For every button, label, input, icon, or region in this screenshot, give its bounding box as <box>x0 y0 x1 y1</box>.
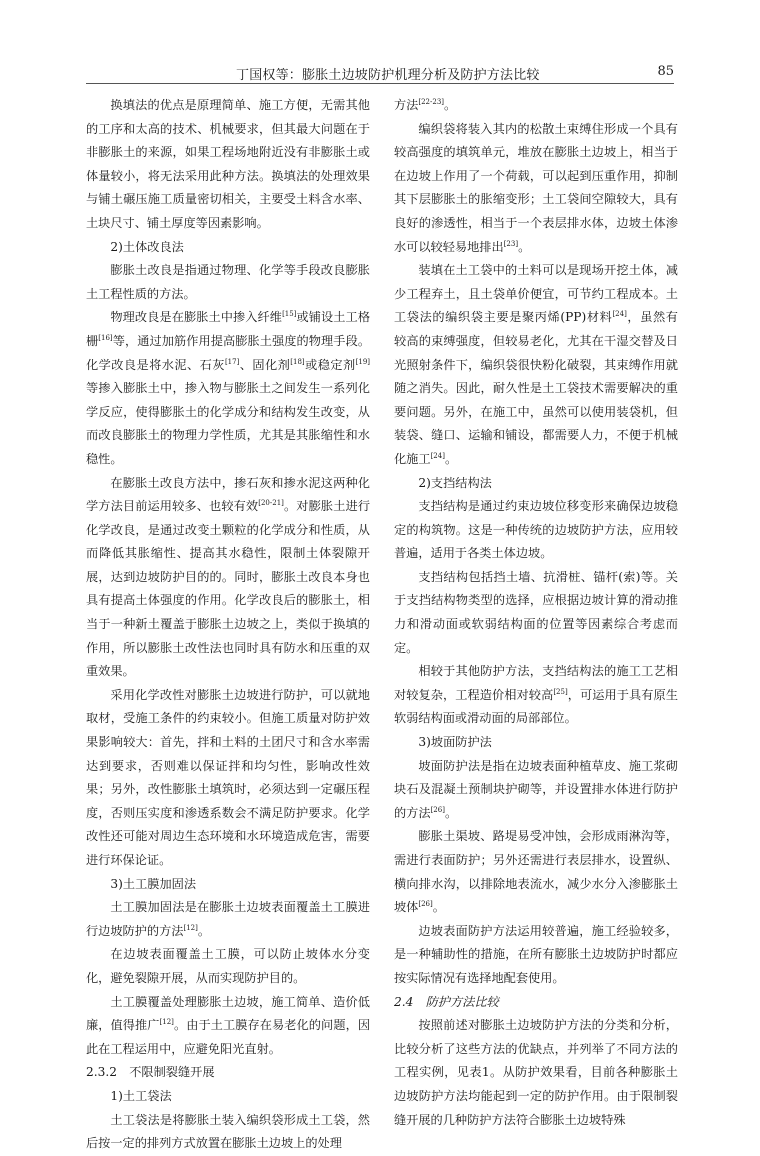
paragraph-chemical-protection: 采用化学改性对膨胀土边坡进行防护，可以就地取材，受施工条件的约束较小。但施工质量对防护效果影响较大：首先，拌和土料的土团尺寸和含水率需达到要求，否则难以保证拌和均匀性，影响改性效果；另外，改性膨胀土填筑时，必须达到一定碾压程度，否则压实度和渗透系数会不满足防护要求。化学改性还可能对周边生态环境和水环境造成危害，需要进行环保论证。 <box>86 687 370 867</box>
citation: [25] <box>553 687 568 696</box>
citation: [17] <box>224 357 240 366</box>
citation: [15] <box>282 310 297 319</box>
paragraph-geomembrane-definition: 土工膜加固法是在膨胀土边坡表面覆盖土工膜进行边坡防护的方法[12]。 <box>86 900 370 938</box>
citation: [19] <box>355 357 371 366</box>
citation: [12] <box>183 923 198 932</box>
citation: [26] <box>430 805 445 814</box>
paragraph-retaining-comparison: 相较于其他防护方法，支挡结构法的施工工艺相对较复杂，工程造价相对较高[25]，可运用于具有原生软弱结构面或滑动面的局部部位。 <box>394 664 679 726</box>
citation: [26] <box>418 900 433 909</box>
citation: [20-21] <box>258 499 284 508</box>
paragraph-geomembrane-cost: 土工膜覆盖处理膨胀土边坡，施工简单、造价低廉，值得推广[12]。由于土工膜存在易老化的问题，因此在工程运用中，应避免阳光直射。 <box>86 994 371 1056</box>
paragraph-surface-definition: 坡面防护法是指在边坡表面种植草皮、施工浆砌块石及混凝土预制块护砌等，并设置排水体进行防护的方法[26]。 <box>394 758 678 820</box>
page-number: 85 <box>657 64 674 79</box>
citation: [18] <box>290 357 305 366</box>
citation: [22-23] <box>418 97 445 106</box>
left-column <box>86 94 370 1156</box>
citation: [24] <box>612 310 627 319</box>
running-header <box>86 60 674 84</box>
header-rule <box>86 83 674 84</box>
section-heading-2-3-2: 2.3.2 不限制裂缝开展 <box>86 1065 215 1080</box>
subheading-soil-improvement: 2)土体改良法 <box>110 239 184 254</box>
paragraph-physical-chemical-improvement: 物理改良是在膨胀土中掺入纤维[15]或铺设土工格栅[16]等，通过加筋作用提高膨胀土强度的物理手段。化学改良是将水泥、石灰[17]、固化剂[18]或稳定剂[19]等掺入膨胀土中，掺入物与膨胀土之间发生一系列化学反应，使得膨胀土的化学成分和结构发生改变，从而改良膨胀土的物理力学性质，尤其是其胀缩性和水稳性。 <box>86 310 371 466</box>
citation: [23] <box>503 239 519 248</box>
subheading-geomembrane: 3)土工膜加固法 <box>110 876 197 891</box>
citation: [12] <box>159 1018 174 1027</box>
subheading-retaining-structure: 2)支挡结构法 <box>418 475 492 490</box>
citation: [16] <box>98 333 113 342</box>
paragraph-geobag-mechanism: 编织袋将装入其内的松散土束缚住形成一个具有较高强度的填筑单元，堆放在膨胀土边坡上，相当于在边坡上作用了一个荷载，可以起到压重作用，抑制其下层膨胀土的胀缩变形；土工袋间空隙较大，具有良好的渗透性，相当于一个表层排水体，边坡土体渗水可以较轻易地排出[23]。 <box>394 121 678 254</box>
paragraph-geobag-continued: 方法[22-23]。 <box>394 97 457 112</box>
paragraph-retaining-types: 支挡结构包括挡土墙、抗滑桩、锚杆(索)等。关于支挡结构物类型的选择，应根据边坡计算的滑动推力和滑动面或软弱结构面的位置等因素综合考虑而定。 <box>394 569 678 655</box>
subheading-geobag: 1)土工袋法 <box>110 1088 172 1103</box>
running-title: 丁国权等：膨胀土边坡防护机理分析及防护方法比较 <box>236 68 540 83</box>
section-heading-2-4: 2.4 防护方法比较 <box>394 994 499 1009</box>
paragraph-lime-cement: 在膨胀土改良方法中，掺石灰和掺水泥这两种化学方法目前运用较多、也较有效[20-21]。对膨胀土进行化学改良，是通过改变土颗粒的化学成分和性质，从而降低其胀缩性、提高其水稳性，限制土体裂隙开展，达到边坡防护目的的。同时，膨胀土改良本身也具有提高土体强度的作用。化学改良后的膨胀土，相当于一种新土覆盖于膨胀土边坡之上，类似于换填的作用，所以膨胀土改性法也同时具有防水和压重的双重效果。 <box>86 475 371 679</box>
paragraph-method-comparison: 按照前述对膨胀土边坡防护方法的分类和分析，比较分析了这些方法的优缺点，并列举了不同方法的工程实例，见表1。从防护效果看，目前各种膨胀土边坡防护方法均能起到一定的防护作用。由于限制裂缝开展的几种防护方法符合膨胀土边坡特殊 <box>394 1018 678 1127</box>
paragraph-surface-drainage: 膨胀土渠坡、路堤易受冲蚀，会形成雨淋沟等，需进行表面防护；另外还需进行表层排水，设置纵、横向排水沟，以排除地表流水，减少水分入渗膨胀土坡体[26]。 <box>394 829 678 915</box>
right-column <box>394 94 678 1132</box>
paragraph-improvement-definition: 膨胀土改良是指通过物理、化学等手段改良膨胀土工程性质的方法。 <box>86 263 370 301</box>
paragraph-replacement-advantages: 换填法的优点是原理简单、施工方便，无需其他的工序和太高的技术、机械要求，但其最大问题在于非膨胀土的来源，如果工程场地附近没有非膨胀土或体量较小，将无法采用此种方法。换填法的处理效果与铺土碾压施工质量密切相关，主要受土料含水率、土块尺寸、铺土厚度等因素影响。 <box>86 98 370 230</box>
citation: [24] <box>430 451 445 460</box>
subheading-surface-protection: 3)坡面防护法 <box>418 735 492 750</box>
paragraph-geobag-durability: 装填在土工袋中的土料可以是现场开挖土体，减少工程弃土，且土袋单价便宜，可节约工程成本。土工袋法的编织袋主要是聚丙烯(PP)材料[24]，虽然有较高的束缚强度，但较易老化，尤其在干湿交替及日光照射条件下，编织袋很快粉化破裂，其束缚作用就随之消失。因此，耐久性是土工袋技术需要解决的重要问题。另外，在施工中，虽然可以使用装袋机，但装袋、缝口、运输和铺设，都需要人力，不便于机械化施工[24]。 <box>394 263 678 466</box>
paragraph-geomembrane-effect: 在边坡表面覆盖土工膜，可以防止坡体水分变化，避免裂隙开展，从而实现防护目的。 <box>86 947 370 985</box>
paragraph-geobag-definition: 土工袋法是将膨胀土装入编织袋形成土工袋，然后按一定的排列方式放置在膨胀土边坡上的处理 <box>86 1112 370 1151</box>
paragraph-retaining-definition: 支挡结构是通过约束边坡位移变形来确保边坡稳定的构筑物。这是一种传统的边坡防护方法，应用较普遍，适用于各类土体边坡。 <box>394 499 678 561</box>
paragraph-surface-auxiliary: 边坡表面防护方法运用较普遍，施工经验较多，是一种辅助性的措施，在所有膨胀土边坡防护时都应按实际情况有选择地配套使用。 <box>394 923 678 985</box>
